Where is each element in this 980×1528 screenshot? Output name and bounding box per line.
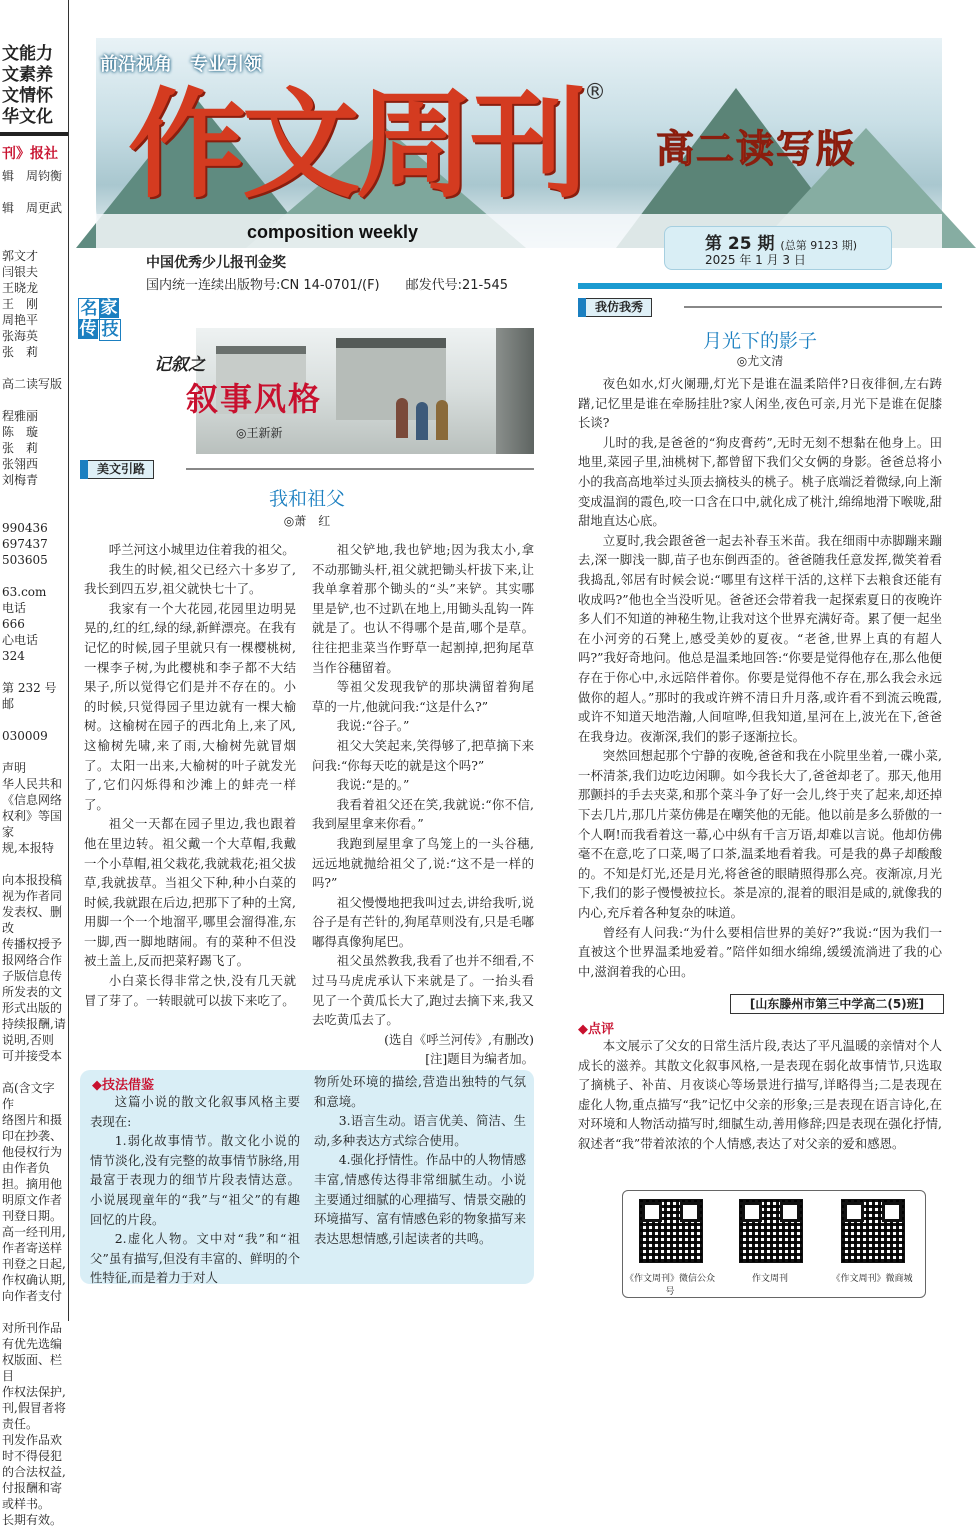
strip-line: 王 刚: [2, 297, 39, 311]
strip-line: [0, 1304, 68, 1320]
strip-line: 声明: [2, 761, 27, 775]
strip-line: 权利》等国家: [2, 809, 63, 839]
strip-line: 络图片和摄: [2, 1113, 63, 1127]
strip-line: 高(含文字作: [2, 1081, 55, 1111]
editor-note: [注]题目为编者加。: [425, 1051, 534, 1067]
strip-line: 规,本报特: [2, 841, 54, 855]
strip-line: [0, 744, 68, 760]
article-source: (选自《呼兰河传》,有删改): [384, 1031, 534, 1047]
strip-line: 刊发作品欢: [2, 1433, 63, 1447]
strip-line: [0, 664, 68, 680]
award-text: 中国优秀少儿报刊金奖: [146, 255, 286, 271]
paragraph: 我生的时候,祖父已经六十多岁了,我长到四五岁,祖父就快七十了。: [84, 561, 296, 597]
registered-mark: ®: [584, 80, 606, 105]
strip-line: [0, 216, 68, 232]
paragraph: 祖父铲地,我也铲地;因为我太小,拿不动那锄头杆,祖父就把锄头杆拔下来,让我单拿着那个锄头的“头”来铲。其实哪里是铲,也不过趴在地上,用锄头乱钩一阵就是了。也认不得哪个是苗,哪个是草。往往把韭菜当作野草一起割掉,把狗尾草当作谷穗留着。: [312, 542, 534, 675]
qr-code[interactable]: [639, 1199, 703, 1263]
paragraph: 我说:“谷子。”: [336, 718, 410, 734]
strip-line: 周艳平: [2, 313, 39, 327]
qr-label: 《作文周刊》微商城: [831, 1274, 913, 1284]
article-title: 月光下的影子: [702, 330, 817, 352]
strip-line: 视为作者同: [2, 889, 63, 903]
strip-line: 作者寄送样: [2, 1241, 63, 1255]
badge-char: 名: [78, 298, 100, 320]
paragraph: 4.强化抒情性。作品中的人物情感丰富,情感传达得非常细腻生动。小说主要通过细腻的心理描写、情景交融的环境描写、富有情感色彩的物象描写来表达思想情感,引起读者的共鸣。: [314, 1152, 526, 1246]
section-rule: [684, 306, 942, 308]
strip-line: 形式出版的: [2, 1001, 63, 1015]
motto-line: 华文化: [2, 107, 53, 127]
staff-and-notice-list: [0, 168, 68, 1528]
newspaper-title: 作文周刊: [128, 75, 585, 214]
paragraph: 祖父虽然教我,我看了也并不细看,不过马马虎虎承认下来就是了。一抬头看见了一个黄瓜长大了,跑过去摘下来,我又去吃黄瓜去了。: [312, 953, 534, 1028]
strip-line: 666: [2, 617, 25, 631]
issue-number: 第 25 期 (总第 9123 期): [705, 234, 857, 254]
strip-line: 子版信息传: [2, 969, 63, 983]
strip-line: 63.com: [2, 585, 47, 599]
strip-line: 印在抄袭、: [2, 1129, 63, 1143]
strip-line: 所发表的文: [2, 985, 63, 999]
strip-line: 郭文才: [2, 249, 39, 263]
strip-line: 刊,假冒者将: [2, 1401, 66, 1415]
publisher-name: 刊》报社: [2, 146, 58, 162]
article-author: ◎尤文清: [736, 354, 784, 368]
strip-line: 陈 璇: [2, 425, 39, 439]
section-rule: [186, 468, 534, 470]
paragraph: 儿时的我,是爸爸的“狗皮膏药”,无时无刻不想黏在他身上。田地里,菜园子里,油桃树下,都曾留下我们父女俩的身影。爸爸总将小小的我高高地举过头顶去摘枝头的桃子。桃子底端泛着微绿,向上渐变成温润的霞色,咬一口含在口中,就化成了桃汁,绵绵地滑下喉咙,甜甜地直达心底。: [578, 434, 942, 529]
strip-line: 辑 周更武: [2, 201, 63, 215]
strip-line: 他侵权行为: [2, 1145, 63, 1159]
paragraph: 等祖父发现我铲的那块满留着狗尾草的一片,他就问我:“这是什么?”: [312, 679, 534, 714]
article-column: [312, 540, 534, 1069]
comment-text: 本文展示了父女的日常生活片段,表达了平凡温暖的亲情对个人成长的滋养。其散文化叙事风格,一是表现在弱化故事情节,只选取了摘桃子、补苗、月夜谈心等场景进行描写,详略得当;二是表现在虚化人物,重点描写“我”记忆中父亲的形象;三是表现在语言诗化,在对环境和人物活动描写时,细腻生动,善用修辞;四是表现在强化抒情,叙述者“我”带着浓浓的个人情感,表达了对父亲的爱和感恩。: [578, 1038, 942, 1151]
strip-line: 990436: [2, 521, 48, 535]
publication-number: 国内统一连续出版物号:CN 14-0701/(F) 邮发代号:21-545: [146, 278, 509, 293]
strip-line: [0, 504, 68, 520]
strip-line: 张 莉: [2, 441, 39, 455]
paragraph: 我看着祖父还在笑,我就说:“你不信,我到屋里拿来你看。”: [312, 796, 534, 832]
strip-line: 第 232 号邮: [2, 681, 57, 711]
english-title: composition weekly: [247, 222, 419, 242]
strip-line: 报网络合作: [2, 953, 63, 967]
strip-line: 对所刊作品: [2, 1321, 63, 1335]
strip-line: 向作者支付: [2, 1289, 63, 1303]
strip-line: 作权确认期,: [2, 1273, 66, 1287]
qr-code[interactable]: [841, 1199, 905, 1263]
badge-char: 传: [79, 319, 97, 339]
strip-line: [0, 360, 68, 376]
strip-line: [0, 568, 68, 584]
badge-char: 家: [100, 298, 118, 318]
strip-line: [0, 488, 68, 504]
article-column: [578, 374, 942, 981]
column-author: ◎王新新: [236, 426, 283, 440]
paragraph: 我跑到屋里拿了鸟笼上的一头谷穗,远远地就抛给祖父了,说:“这不是一样的吗?”: [312, 835, 534, 891]
motto-line: 文情怀: [2, 86, 53, 106]
strip-line: 刊登之日起,: [2, 1257, 66, 1271]
paragraph: 3.语言生动。语言优美、简洁、生动,多种表达方式综合使用。: [314, 1113, 526, 1148]
strip-line: [0, 1064, 68, 1080]
strip-line: 长期有效。: [2, 1513, 63, 1527]
paragraph: 祖父一天都在园子里边,我也跟着他在里边转。祖父戴一个大草帽,我戴一个小草帽,祖父栽花,我就栽花;祖父拔草,我就拔草。当祖父下种,种小白菜的时候,我就跟在后边,把那下了种的土窝,用脚一个一个地溜平,哪里会溜得准,东一脚,西一脚地瞎闹。有的菜种不但没被土盖上,反而把菜籽踢飞了。: [84, 816, 296, 969]
strip-line: 张 莉: [2, 345, 39, 359]
header-rule: [578, 283, 942, 289]
strip-line: 的合法权益,: [2, 1465, 66, 1479]
strip-line: [0, 712, 68, 728]
qr-label: 作文周刊: [751, 1274, 788, 1284]
strip-line: 权版面、栏目: [2, 1353, 63, 1383]
strip-line: 有优先选编: [2, 1337, 63, 1351]
divider: [0, 132, 68, 136]
strip-line: 担。摘用他: [2, 1177, 63, 1191]
strip-line: 503605: [2, 553, 48, 567]
motto-line: 文能力: [2, 44, 53, 64]
badge-char: 技: [99, 319, 121, 341]
strip-line: 刘梅青: [2, 473, 39, 487]
strip-line: 时不得侵犯: [2, 1449, 63, 1463]
strip-line: 发表权、删改: [2, 905, 63, 935]
column-badge: [78, 298, 120, 340]
strip-line: 责任。: [2, 1417, 39, 1431]
strip-line: 可并接受本: [2, 1049, 63, 1063]
motto: [0, 0, 68, 128]
strip-line: 由作者负: [2, 1161, 51, 1175]
qr-label: 《作文周刊》微信公众号: [625, 1274, 716, 1297]
column-subtitle: 记叙之: [154, 355, 205, 375]
comment-body: [578, 1036, 942, 1154]
strip-line: 或样书。: [2, 1497, 51, 1511]
author-school: [山东滕州市第三中学高二(5)班]: [730, 994, 944, 1014]
paragraph: 曾经有人问我:“为什么要相信世界的美好?”我说:“因为我们一直被这个世界温柔地爱着。”陪伴如细水绵绵,缓缓流淌进了我的心中,滋润着我的心田。: [578, 924, 942, 979]
article-title: 我和祖父: [268, 488, 345, 510]
qr-code[interactable]: [739, 1199, 803, 1263]
strip-line: [0, 232, 68, 248]
section-tag: 美文引路: [80, 460, 154, 479]
paragraph: 2.虚化人物。文中对“我”和“祖父”虽有描写,但没有丰富的、鲜明的个性特征,而是着力于对人: [90, 1231, 300, 1286]
edition-name: 高二读写版: [656, 127, 857, 171]
slogan: 前沿视角 专业引领: [100, 54, 262, 75]
strip-line: 王晓龙: [2, 281, 39, 295]
strip-line: 刊登日期。: [2, 1209, 63, 1223]
paragraph: 这篇小说的散文化叙事风格主要表现在:: [90, 1094, 300, 1129]
paragraph: 物所处环境的描绘,营造出独特的气氛和意境。: [314, 1074, 526, 1109]
strip-line: 向本报投稿: [2, 873, 63, 887]
strip-line: 辑 周钧衡: [2, 169, 63, 183]
paragraph: 我说:“是的。”: [336, 777, 410, 793]
column-title: 叙事风格: [186, 380, 323, 418]
paragraph: 突然回想起那个宁静的夜晚,爸爸和我在小院里坐着,一碟小菜,一杯清茶,我们边吃边闲聊。如今我长大了,爸爸却老了。那天,他用那颤抖的手去夹菜,和那个菜斗争了好一会儿,终于夹了起来,却还掉下去几片,那几片菜仿佛是在嘲笑他的无能。他以前是多么骄傲的一个人啊!而我看着这一幕,心中纵有千言万语,却难以言说。他却仿佛毫不在意,吃了口菜,喝了口茶,温柔地看着我。可是我的鼻子却酸酸的。不知是灯光,还是月光,将爸爸的眼睛照得那么亮。夜渐凉,月光下,我们的影子慢慢被拉长。茶是凉的,混着的眼泪是咸的,就像我的内心,充斥着各种复杂的味道。: [578, 748, 942, 921]
strip-line: 传播权授予: [2, 937, 63, 951]
strip-line: 电话: [2, 601, 27, 615]
article-column: [84, 540, 296, 1010]
strip-line: 697437: [2, 537, 48, 551]
strip-line: [0, 856, 68, 872]
strip-line: 《信息网络: [2, 793, 63, 807]
strip-line: 说明,否则: [2, 1033, 54, 1047]
strip-line: 心电话: [2, 633, 39, 647]
technique-column: [314, 1072, 526, 1248]
strip-line: 程雅丽: [2, 409, 39, 423]
qr-code-panel: [622, 1190, 926, 1298]
motto-line: 文素养: [2, 65, 53, 85]
strip-line: 张海英: [2, 329, 39, 343]
strip-line: 闫银夫: [2, 265, 39, 279]
section-tag: 我仿我秀: [578, 298, 652, 317]
paragraph: 立夏时,我会跟爸爸一起去补春玉米苗。我在细雨中赤脚蹦来蹦去,深一脚浅一脚,苗子也东倒西歪的。爸爸随我任意发挥,微笑着看我捣乱,邻居有时候会说:“哪里有这样干活的,这样下去粮食还能有收成吗?”他也全当没听见。爸爸还会带着我一起探索夏日的夜晚许多人们不知道的神秘生物,让我对这个世界充满好奇。累了便一起坐在小河旁的石凳上,感受美妙的夏夜。“老爸,世界上真的有超人吗?”我好奇地问。他总是温柔地回答:“你要是觉得他存在,那么他便存在于你心中,永远陪伴着你。你要是觉得他不存在,那么我会永远做你的超人。”那时的我或许辨不清日升月落,或许看不到流云晚霞,或许不知道天地浩瀚,人间喧哗,但我知道,星河在上,波光在下,爸爸在我身边。夜渐深,我们的影子逐渐拉长。: [578, 532, 942, 744]
strip-line: 作权法保护,: [2, 1385, 66, 1399]
strip-line: [0, 392, 68, 408]
issue-date: 2025 年 1 月 3 日: [705, 253, 806, 267]
strip-line: 高二读写版: [2, 377, 63, 391]
strip-line: 付报酬和寄: [2, 1481, 63, 1495]
strip-line: 高一经刊用,: [2, 1225, 66, 1239]
paragraph: 祖父慢慢地把我叫过去,讲给我听,说谷子是有芒针的,狗尾草则没有,只是毛嘟嘟得真像狗尾巴。: [312, 894, 534, 949]
paragraph: 祖父大笑起来,笑得够了,把草摘下来问我:“你每天吃的就是这个吗?”: [312, 737, 534, 773]
paragraph: 小白菜长得非常之快,没有几天就冒了芽了。一转眼就可以拔下来吃了。: [84, 973, 296, 1008]
left-info-strip: [0, 0, 69, 1527]
strip-line: 030009: [2, 729, 48, 743]
strip-line: 张翎西: [2, 457, 39, 471]
paragraph: 夜色如水,灯火阑珊,灯光下是谁在温柔陪伴?日夜徘徊,左右踌躇,记忆里是谁在牵肠挂肚?家人闲坐,夜色可亲,月光下是谁在促膝长谈?: [578, 376, 942, 431]
strip-line: 324: [2, 649, 25, 663]
strip-line: 明原文作者: [2, 1193, 63, 1207]
strip-line: 华人民共和: [2, 777, 63, 791]
article-author: ◎萧 红: [283, 514, 331, 528]
technique-title: ◆技法借鉴: [92, 1078, 154, 1093]
paragraph: 呼兰河这小城里边住着我的祖父。: [108, 542, 295, 557]
strip-line: [0, 184, 68, 200]
strip-line: 持续报酬,请: [2, 1017, 66, 1031]
technique-column: [90, 1092, 300, 1288]
paragraph: 1.弱化故事情节。散文化小说的情节淡化,没有完整的故事情节脉络,用最富于表现力的细节片段表情达意。小说展现童年的“我”与“祖父”的有趣回忆的片段。: [90, 1133, 300, 1227]
comment-title: ◆点评: [578, 1022, 614, 1037]
paragraph: 我家有一个大花园,花园里边明晃晃的,红的红,绿的绿,新鲜漂亮。在我有记忆的时候,园子里就只有一棵樱桃树,一棵李子树,为此樱桃和李子都不大结果子,所以觉得它们是并不存在的。小的时候,只觉得园子里边就有一棵大榆树。这榆树在园子的西北角上,来了风,这榆树先啸,来了雨,大榆树先就冒烟了。太阳一出来,大榆树的叶子就发光了,它们闪烁得和沙滩上的蚌壳一样了。: [84, 600, 296, 812]
issue-box: [664, 226, 892, 270]
